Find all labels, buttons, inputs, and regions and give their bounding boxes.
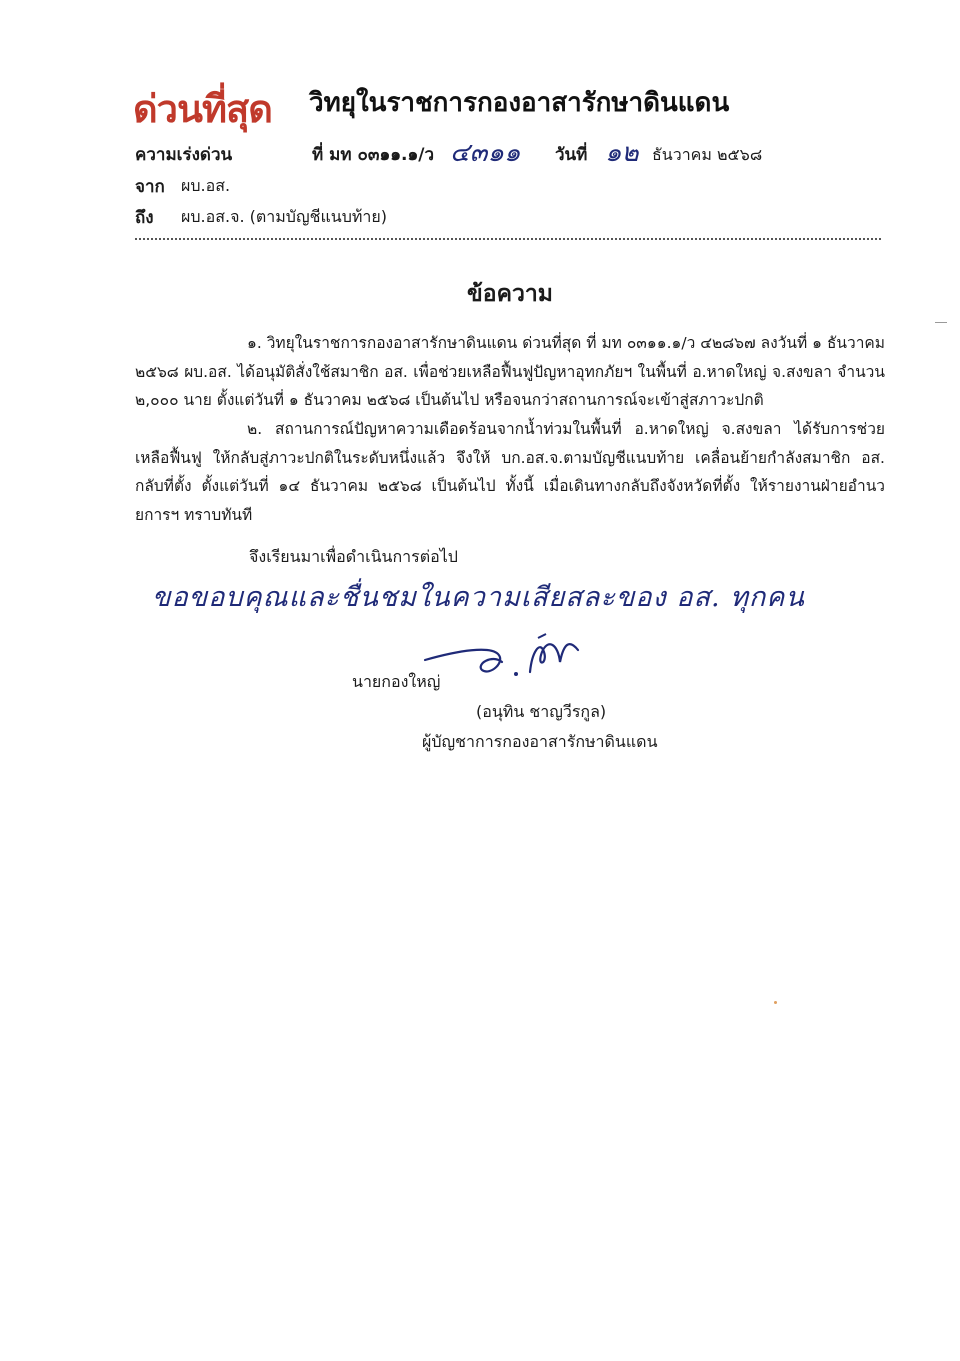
date-label: วันที่ bbox=[555, 145, 588, 165]
separator-line bbox=[135, 238, 881, 240]
signer-name: (อนุทิน ชาญวีรกูล) bbox=[476, 702, 607, 721]
date-month-year: ธันวาคม ๒๕๖๘ bbox=[652, 145, 763, 164]
message-heading: ข้อความ bbox=[467, 281, 553, 307]
paragraph-1: ๑. วิทยุในราชการกองอาสารักษาดินแดน ด่วนที่สุด ที่ มท ๐๓๑๑.๑/ว ๔๒๘๖๗ ลงวันที่ ๑ ธันวาคม ๒๕๖๘ ผบ.อส. ได้อนุมัติสั่งใช้สมาชิก อส. เพื่อช่วยเหลือฟื้นฟูปัญหาอุทกภัยฯ ในพื้นที่ อ.หาดใหญ่ จ.สงขลา จำนวน ๒,๐๐๐ นาย ตั้งแต่วันที่ ๑ ธันวาคม ๒๕๖๘ เป็นต้นไป หรือจนกว่าสถานการณ์จะเข้าสู่สภาวะปกติ bbox=[135, 334, 885, 409]
signer-rank: นายกองใหญ่ bbox=[352, 672, 441, 691]
paragraph-2: ๒. สถานการณ์ปัญหาความเดือดร้อนจากน้ำท่วมในพื้นที่ อ.หาดใหญ่ จ.สงขลา ได้รับการช่วยเหลือฟื้นฟู ให้กลับสู่ภาวะปกติในระดับหนึ่งแล้ว จึงให้ บก.อส.จ.ตามบัญชีแนบท้าย เคลื่อนย้ายกำลังสมาชิก อส. กลับที่ตั้ง ตั้งแต่วันที่ ๑๔ ธันวาคม ๒๕๖๘ เป็นต้นไป ทั้งนี้ เมื่อเดินทางกลับถึงจังหวัดที่ตั้ง ให้รายงานฝ่ายอำนวยการฯ ทราบทันที bbox=[135, 420, 885, 524]
urgency-stamp: ด่วนที่สุด bbox=[133, 87, 272, 131]
reference-label: ที่ มท ๐๓๑๑.๑/ว bbox=[312, 145, 435, 165]
to-value: ผบ.อส.จ. (ตามบัญชีแนบท้าย) bbox=[181, 207, 387, 226]
from-value: ผบ.อส. bbox=[181, 176, 231, 195]
closing-line: จึงเรียนมาเพื่อดำเนินการต่อไป bbox=[249, 547, 458, 566]
date-day: ๑๒ bbox=[605, 138, 639, 168]
urgency-label: ความเร่งด่วน bbox=[135, 145, 233, 165]
scan-speck bbox=[774, 1001, 777, 1004]
signer-title: ผู้บัญชาการกองอาสารักษาดินแดน bbox=[422, 732, 658, 751]
scan-mark bbox=[935, 322, 947, 323]
to-label: ถึง bbox=[135, 208, 154, 228]
document-title: วิทยุในราชการกองอาสารักษาดินแดน bbox=[309, 88, 730, 118]
from-label: จาก bbox=[135, 177, 165, 197]
handwritten-signature bbox=[420, 632, 590, 692]
handwritten-note: ขอขอบคุณและชื่นชมในความเสียสละของ อส. ทุกคน bbox=[152, 582, 805, 613]
reference-number: ๔๓๑๑ bbox=[450, 138, 521, 168]
